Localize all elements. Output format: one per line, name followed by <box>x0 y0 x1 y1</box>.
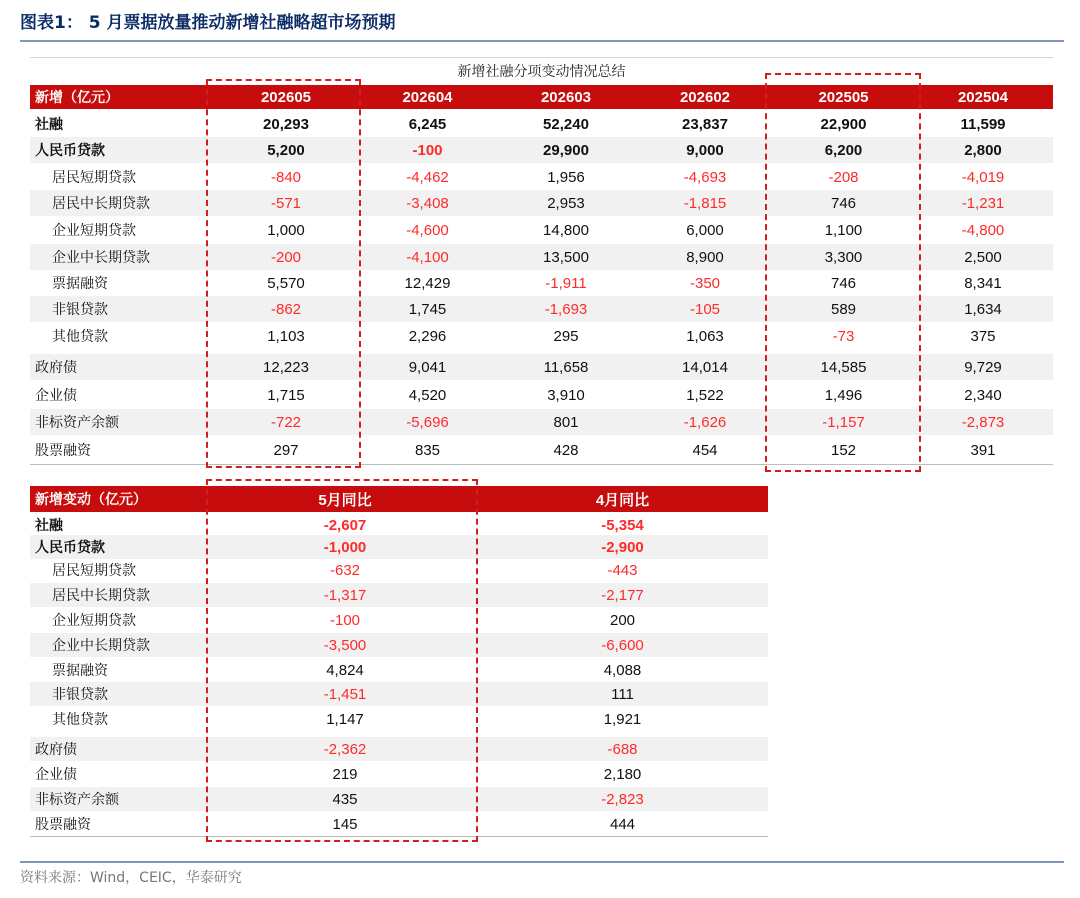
value-cell: 6,245 <box>408 115 447 133</box>
value-cell: 111 <box>611 685 634 703</box>
table-row <box>30 217 1053 243</box>
value-cell: 1,715 <box>267 386 305 404</box>
value-cell: 11,658 <box>543 358 589 376</box>
header-label: 新增变动（亿元） <box>35 492 147 508</box>
table-row <box>30 633 768 657</box>
value-cell: 435 <box>332 790 358 808</box>
table-row <box>30 137 1053 163</box>
table-row <box>30 111 1053 137</box>
value-cell: 12,429 <box>404 274 451 292</box>
value-cell: -840 <box>270 168 302 186</box>
table-row <box>30 296 1053 322</box>
value-cell: 22,900 <box>820 115 867 133</box>
value-cell: -2,177 <box>601 586 644 604</box>
value-cell: 200 <box>609 611 636 629</box>
column-header: 202604 <box>402 88 453 106</box>
table1-header-row <box>30 85 1053 109</box>
value-cell: 1,496 <box>824 386 863 404</box>
value-cell: -100 <box>329 611 361 629</box>
value-cell: 8,341 <box>964 274 1002 292</box>
value-cell: -443 <box>607 561 638 579</box>
value-cell: 1,745 <box>408 300 447 318</box>
value-cell: 9,041 <box>408 358 447 376</box>
value-cell: 8,900 <box>686 248 724 266</box>
value-cell: -1,451 <box>323 685 367 703</box>
value-cell: -105 <box>689 300 721 318</box>
value-cell: -4,019 <box>961 168 1005 186</box>
value-cell: 1,100 <box>824 221 863 239</box>
value-cell: -632 <box>329 561 361 579</box>
value-cell: -1,815 <box>683 194 727 212</box>
value-cell: 746 <box>830 274 857 292</box>
row-label: 股票融资 <box>35 817 91 833</box>
table-row <box>30 382 1053 408</box>
value-cell: -1,157 <box>822 413 865 431</box>
value-cell: 801 <box>553 413 579 431</box>
value-cell: 1,956 <box>547 168 585 186</box>
table-row <box>30 583 768 607</box>
table-row <box>30 707 768 731</box>
value-cell: 4,520 <box>408 386 447 404</box>
row-label: 社融 <box>35 117 63 133</box>
value-cell: 14,014 <box>682 358 728 376</box>
table-row <box>30 437 1053 463</box>
row-label: 票据融资 <box>52 663 108 679</box>
value-cell: 4,088 <box>603 661 642 679</box>
table2-bottom-rule <box>30 836 768 837</box>
row-label: 非标资产余额 <box>35 415 119 431</box>
value-cell: -571 <box>270 194 302 212</box>
value-cell: 1,634 <box>964 300 1002 318</box>
row-label: 企业短期贷款 <box>52 223 136 239</box>
row-label: 居民短期贷款 <box>52 563 136 579</box>
column-header: 202603 <box>540 88 592 106</box>
table-row <box>30 164 1053 190</box>
table-row <box>30 812 768 836</box>
value-cell: 4,824 <box>326 661 364 679</box>
value-cell: -3,500 <box>323 636 367 654</box>
value-cell: 2,800 <box>964 141 1002 159</box>
value-cell: 6,200 <box>824 141 863 159</box>
column-header: 202504 <box>957 88 1009 106</box>
table2-header-row <box>30 486 768 512</box>
table-row <box>30 608 768 632</box>
value-cell: 152 <box>830 441 857 459</box>
value-cell: 835 <box>414 441 441 459</box>
value-cell: -1,626 <box>683 413 727 431</box>
value-cell: 5,200 <box>267 141 305 159</box>
value-cell: 1,063 <box>686 327 724 345</box>
row-label: 企业债 <box>35 767 77 783</box>
value-cell: 9,000 <box>686 141 724 159</box>
column-header: 202505 <box>818 88 869 106</box>
column-header: 4月同比 <box>595 491 650 509</box>
value-cell: -6,600 <box>601 636 644 654</box>
value-cell: -4,693 <box>683 168 727 186</box>
value-cell: -2,823 <box>601 790 644 808</box>
table-row <box>30 737 768 761</box>
value-cell: 13,500 <box>543 248 589 266</box>
value-cell: 2,296 <box>408 327 447 345</box>
table-row <box>30 787 768 811</box>
value-cell: 375 <box>970 327 996 345</box>
value-cell: 23,837 <box>682 115 728 133</box>
value-cell: 219 <box>332 765 358 783</box>
header-label: 新增（亿元） <box>35 90 119 106</box>
value-cell: 1,147 <box>326 710 364 728</box>
table-row <box>30 270 1053 296</box>
value-cell: -4,100 <box>406 248 449 266</box>
table-row <box>30 244 1053 270</box>
value-cell: 5,570 <box>267 274 305 292</box>
table-row <box>30 682 768 706</box>
row-label: 居民短期贷款 <box>52 170 136 186</box>
table-row <box>30 762 768 786</box>
value-cell: 29,900 <box>543 141 589 159</box>
value-cell: -5,696 <box>406 413 449 431</box>
value-cell: 3,910 <box>547 386 585 404</box>
value-cell: 9,729 <box>964 358 1002 376</box>
row-label: 股票融资 <box>35 443 91 459</box>
value-cell: 1,522 <box>686 386 724 404</box>
value-cell: -4,462 <box>406 168 449 186</box>
value-cell: 1,921 <box>603 710 642 728</box>
value-cell: 11,599 <box>960 115 1006 133</box>
figure-title: 图表1： 5 月票据放量推动新增社融略超市场预期 <box>20 13 396 33</box>
table-row <box>30 323 1053 349</box>
row-label: 政府债 <box>35 360 77 376</box>
value-cell: 2,953 <box>547 194 585 212</box>
value-cell: -688 <box>607 740 638 758</box>
row-label: 居民中长期贷款 <box>52 196 150 212</box>
value-cell: -208 <box>828 168 859 186</box>
value-cell: 14,585 <box>820 358 867 376</box>
value-cell: 145 <box>332 815 358 833</box>
source-note: 资料来源：Wind，CEIC，华泰研究 <box>20 870 242 886</box>
value-cell: -3,408 <box>406 194 449 212</box>
value-cell: 746 <box>830 194 857 212</box>
row-label: 企业短期贷款 <box>52 613 136 629</box>
value-cell: -1,911 <box>545 274 587 292</box>
value-cell: 20,293 <box>263 115 309 133</box>
row-label: 非银贷款 <box>52 302 108 318</box>
top-rule <box>20 40 1064 42</box>
row-label: 其他贷款 <box>52 329 108 345</box>
value-cell: 454 <box>692 441 718 459</box>
value-cell: -73 <box>832 327 855 345</box>
row-label: 票据融资 <box>52 276 108 292</box>
value-cell: -862 <box>270 300 302 318</box>
value-cell: 391 <box>970 441 996 459</box>
value-cell: -2,873 <box>961 413 1005 431</box>
row-label: 其他贷款 <box>52 712 108 728</box>
value-cell: 2,500 <box>964 248 1002 266</box>
value-cell: -100 <box>412 141 443 159</box>
row-label: 人民币贷款 <box>35 540 105 556</box>
value-cell: 1,000 <box>267 221 305 239</box>
table1-title: 新增社融分项变动情况总结 <box>457 64 626 80</box>
value-cell: -2,900 <box>601 538 644 556</box>
row-label: 企业中长期贷款 <box>52 638 150 654</box>
value-cell: 6,000 <box>686 221 724 239</box>
table-top-rule <box>30 57 1053 58</box>
row-label: 政府债 <box>35 742 77 758</box>
value-cell: -4,600 <box>406 221 449 239</box>
table-row <box>30 190 1053 216</box>
table-row <box>30 409 1053 435</box>
value-cell: 3,300 <box>824 248 863 266</box>
table-row <box>30 535 768 559</box>
value-cell: 297 <box>273 441 299 459</box>
value-cell: -2,362 <box>323 740 367 758</box>
value-cell: 444 <box>609 815 636 833</box>
row-label: 人民币贷款 <box>35 143 105 159</box>
value-cell: -722 <box>270 413 302 431</box>
table-row <box>30 354 1053 380</box>
value-cell: 52,240 <box>543 115 589 133</box>
table1-bottom-rule <box>30 464 1053 465</box>
row-label: 非银贷款 <box>52 687 108 703</box>
value-cell: 2,180 <box>603 765 642 783</box>
table-row <box>30 658 768 682</box>
column-header: 5月同比 <box>318 491 372 509</box>
column-header: 202602 <box>679 88 731 106</box>
row-label: 企业中长期贷款 <box>52 250 150 266</box>
row-label: 社融 <box>35 518 63 534</box>
value-cell: -1,693 <box>544 300 588 318</box>
value-cell: 12,223 <box>263 358 309 376</box>
column-header: 202605 <box>260 88 312 106</box>
value-cell: -200 <box>270 248 302 266</box>
table-row <box>30 513 768 537</box>
value-cell: 2,340 <box>964 386 1002 404</box>
value-cell: -5,354 <box>601 516 644 534</box>
bottom-rule <box>20 861 1064 863</box>
value-cell: 428 <box>553 441 579 459</box>
value-cell: 1,103 <box>267 327 305 345</box>
row-label: 非标资产余额 <box>35 792 119 808</box>
value-cell: -2,607 <box>323 516 367 534</box>
table-row <box>30 558 768 582</box>
value-cell: -4,800 <box>961 221 1005 239</box>
row-label: 居民中长期贷款 <box>52 588 150 604</box>
value-cell: 295 <box>553 327 579 345</box>
value-cell: -350 <box>689 274 721 292</box>
value-cell: 589 <box>830 300 857 318</box>
value-cell: -1,000 <box>323 538 367 556</box>
value-cell: 14,800 <box>543 221 589 239</box>
value-cell: -1,231 <box>961 194 1005 212</box>
value-cell: -1,317 <box>323 586 367 604</box>
row-label: 企业债 <box>35 388 77 404</box>
